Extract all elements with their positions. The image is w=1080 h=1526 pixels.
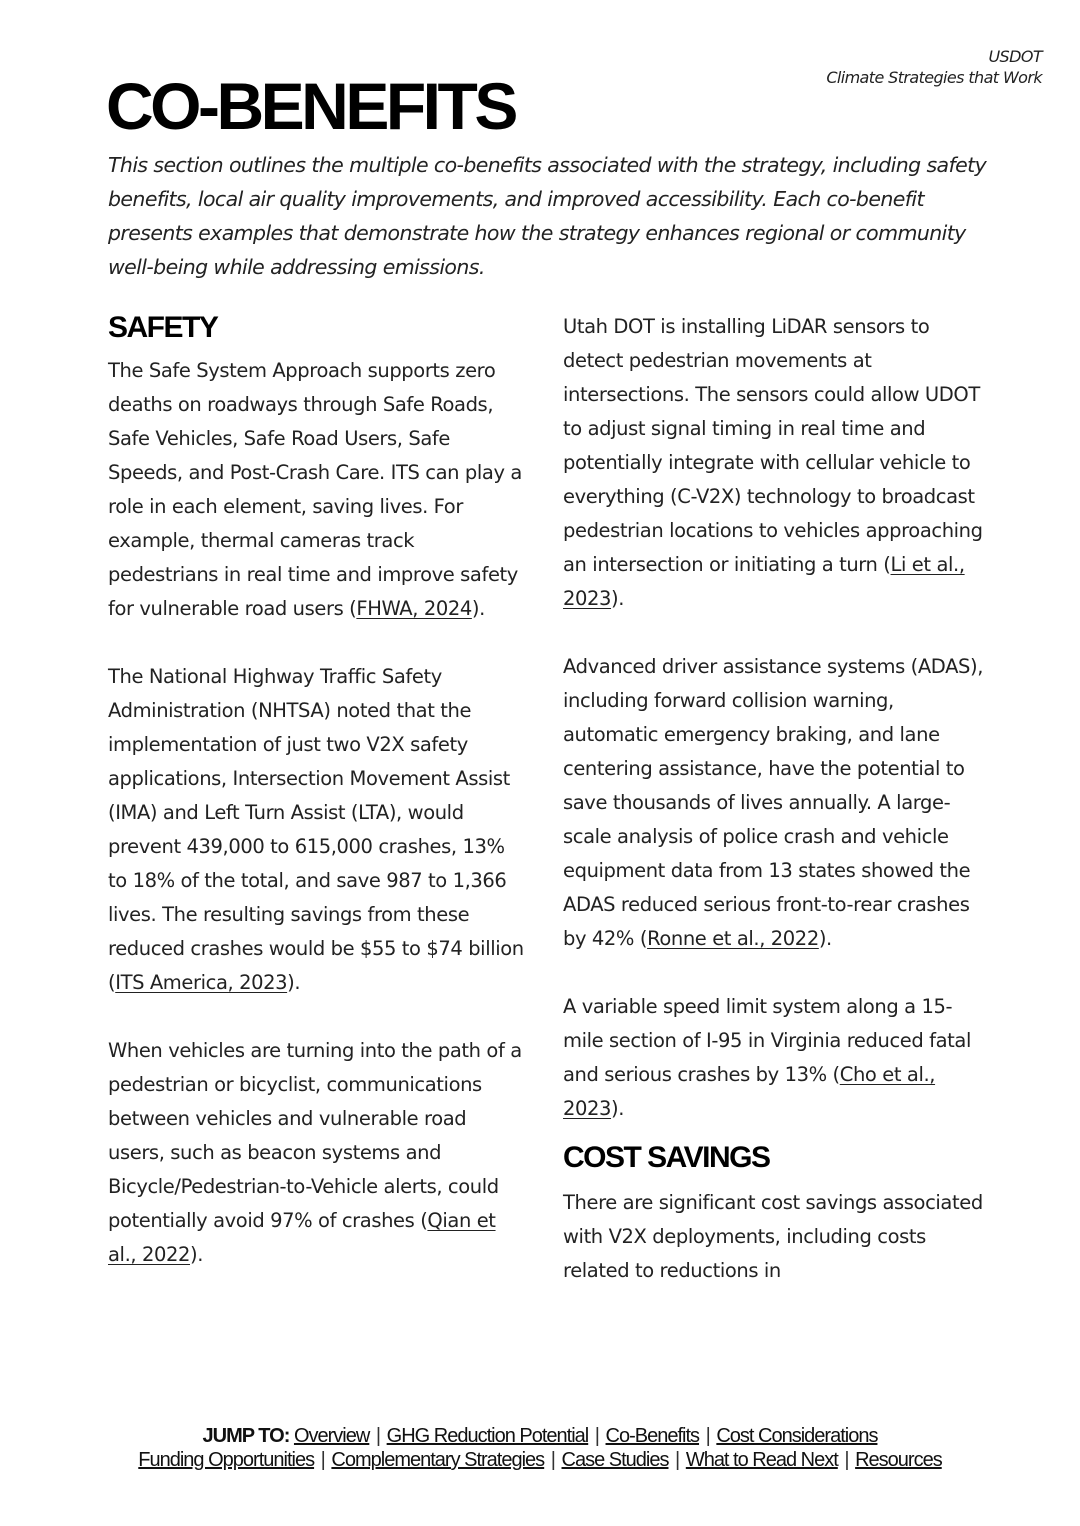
link-separator: | bbox=[594, 1425, 599, 1447]
safety-paragraph-6 bbox=[563, 990, 983, 1126]
section-intro: This section outlines the multiple co-benefits associated with the strategy, including safety benefits, local air quality improvements, and improved accessibility. Each co-benefit presents examples that demonstrate how the strategy enhances regional or community well-being while addressing emissions. bbox=[108, 153, 987, 279]
jump-to-row-1 bbox=[0, 1424, 1080, 1448]
citation-link-ronne-2022[interactable]: Ronne et al., 2022 bbox=[647, 927, 819, 950]
paragraph-text: Advanced driver assistance systems (ADAS), including forward collision warning, automatic emergency braking, and lane centering assistance, have the potential to save thousands of lives annually. A large-scale analysis of police crash and vehicle equipment data from 13 states showed the ADAS reduced serious front-to-rear crashes by 42% ( bbox=[563, 655, 983, 950]
safety-paragraph-3 bbox=[108, 1034, 528, 1272]
cost-savings-heading: COST SAVINGS bbox=[563, 1141, 770, 1174]
paragraph-text: A variable speed limit system along a 15-mile section of I-95 in Virginia reduced fatal and serious crashes by 13% ( bbox=[563, 995, 971, 1086]
jump-to-label: JUMP TO: bbox=[202, 1425, 290, 1447]
jump-link-ghg-reduction-potential[interactable]: GHG Reduction Potential bbox=[386, 1425, 589, 1447]
paragraph-end: ). bbox=[611, 1097, 625, 1120]
jump-link-overview[interactable]: Overview bbox=[293, 1425, 370, 1447]
link-separator: | bbox=[675, 1449, 680, 1471]
jump-to-nav bbox=[0, 1424, 1080, 1472]
document-header bbox=[826, 46, 1042, 88]
paragraph-text: The Safe System Approach supports zero deaths on roadways through Safe Roads, Safe Vehicles, Safe Road Users, Safe Speeds, and Post-Crash Care. ITS can play a role in each element, saving lives. For example, thermal cameras track pedestrians in real time and improve safety for vulnerable road users ( bbox=[108, 359, 522, 620]
link-separator: | bbox=[320, 1449, 325, 1471]
jump-link-complementary-strategies[interactable]: Complementary Strategies bbox=[331, 1449, 545, 1471]
safety-paragraph-4 bbox=[563, 310, 983, 616]
citation-link-qian-2022[interactable]: Qian et al., 2022 bbox=[108, 1209, 496, 1266]
right-column bbox=[563, 310, 983, 1288]
paragraph-text: Utah DOT is installing LiDAR sensors to detect pedestrian movements at intersections. The sensors could allow UDOT to adjust signal timing in real time and potentially integrate with cellular vehicle to everything (C-V2X) technology to broadcast pedestrian locations to vehicles approaching an intersection or initiating a turn ( bbox=[563, 315, 983, 576]
paragraph-end: ). bbox=[190, 1243, 204, 1266]
safety-paragraph-5 bbox=[563, 650, 983, 956]
link-separator: | bbox=[705, 1425, 710, 1447]
jump-link-co-benefits[interactable]: Co-Benefits bbox=[605, 1425, 700, 1447]
page-title: CO-BENEFITS bbox=[106, 69, 515, 143]
paragraph-end: ). bbox=[611, 587, 625, 610]
citation-link-li-2023[interactable]: Li et al., 2023 bbox=[563, 553, 965, 610]
header-publication: Climate Strategies that Work bbox=[826, 68, 1042, 87]
jump-link-what-to-read-next[interactable]: What to Read Next bbox=[685, 1449, 838, 1471]
jump-to-row-2 bbox=[0, 1448, 1080, 1472]
paragraph-end: ). bbox=[471, 597, 485, 620]
safety-paragraph-2 bbox=[108, 660, 528, 1000]
paragraph-end: ). bbox=[818, 927, 832, 950]
citation-link-fhwa-2024[interactable]: FHWA, 2024 bbox=[356, 597, 472, 620]
safety-heading: SAFETY bbox=[108, 311, 218, 344]
safety-paragraph-1 bbox=[108, 354, 528, 626]
header-org: USDOT bbox=[988, 47, 1042, 66]
paragraph-text: The National Highway Traffic Safety Administration (NHTSA) noted that the implementation of just two V2X safety applications, Intersection Movement Assist (IMA) and Left Turn Assist (LTA), would prevent 439,000 to 615,000 crashes, 13% to 18% of the total, and save 987 to 1,366 lives. The resulting savings from these reduced crashes would be $55 to $74 billion ( bbox=[108, 665, 524, 994]
jump-link-funding-opportunities[interactable]: Funding Opportunities bbox=[138, 1449, 315, 1471]
jump-link-case-studies[interactable]: Case Studies bbox=[561, 1449, 669, 1471]
jump-link-cost-considerations[interactable]: Cost Considerations bbox=[716, 1425, 878, 1447]
left-column bbox=[108, 308, 528, 1272]
link-separator: | bbox=[550, 1449, 555, 1471]
paragraph-end: ). bbox=[287, 971, 301, 994]
paragraph-text: When vehicles are turning into the path of a pedestrian or bicyclist, communications between vehicles and vulnerable road users, such as beacon systems and Bicycle/Pedestrian-to-Vehicle alerts, could potentially avoid 97% of crashes ( bbox=[108, 1039, 522, 1232]
citation-link-cho-2023[interactable]: Cho et al., 2023 bbox=[563, 1063, 936, 1120]
jump-link-resources[interactable]: Resources bbox=[855, 1449, 942, 1471]
citation-link-its-america-2023[interactable]: ITS America, 2023 bbox=[115, 971, 288, 994]
link-separator: | bbox=[844, 1449, 849, 1471]
cost-savings-paragraph-1: There are significant cost savings associated with V2X deployments, including costs related to reductions in bbox=[563, 1191, 983, 1282]
link-separator: | bbox=[375, 1425, 381, 1447]
